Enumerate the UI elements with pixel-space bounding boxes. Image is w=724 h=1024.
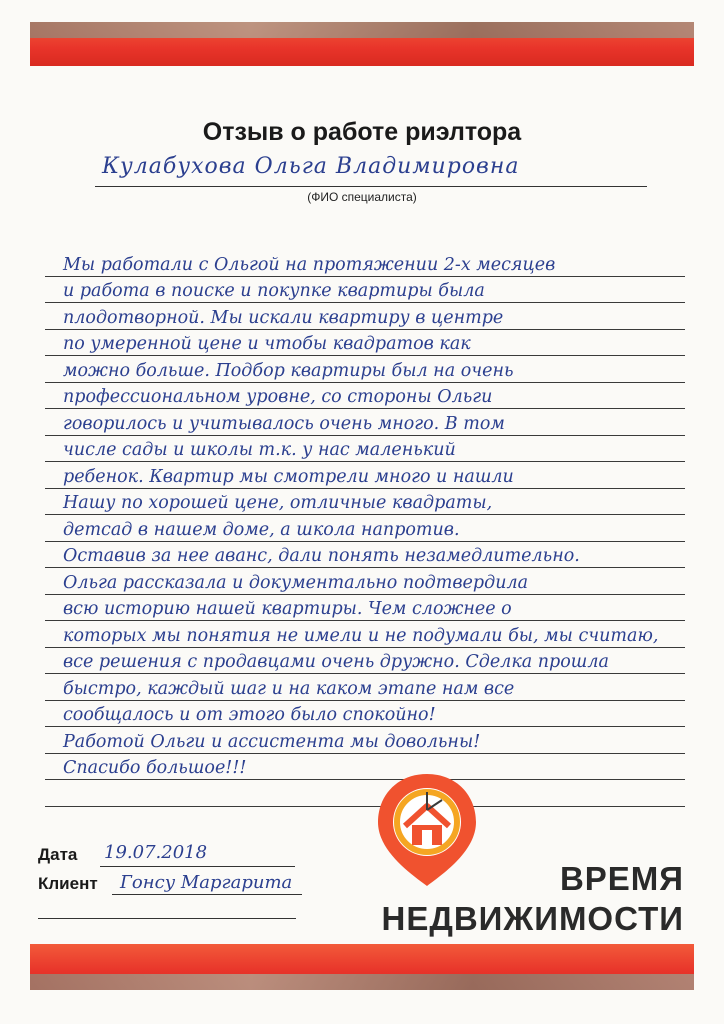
client-extra-line (38, 918, 296, 919)
client-label: Клиент (38, 874, 98, 893)
review-line: Работой Ольги и ассистента мы довольны! (45, 727, 685, 754)
client-value: Гонсу Маргарита (120, 872, 293, 893)
review-line: всю историю нашей квартиры. Чем сложнее о (45, 595, 685, 622)
top-decorative-band (30, 22, 694, 66)
page-title: Отзыв о работе риэлтора (202, 118, 522, 146)
client-line (112, 894, 302, 895)
review-line: которых мы понятия не имели и не подумали бы, мы считаю, (45, 621, 685, 648)
review-line: детсад в нашем доме, а школа напротив. (45, 515, 685, 542)
date-value: 19.07.2018 (104, 842, 208, 863)
bottom-decorative-band (30, 944, 694, 990)
review-line: все решения с продавцами очень дружно. Сделка прошла (45, 648, 685, 675)
review-line: Ольга рассказала и документально подтвердила (45, 568, 685, 595)
review-line: сообщалось и от этого было спокойно! (45, 701, 685, 728)
review-line: плодотворной. Мы искали квартиру в центре (45, 303, 685, 330)
logo-title-line2: НЕДВИЖИМОСТИ (381, 900, 684, 937)
review-line (45, 780, 685, 807)
review-line: Мы работали с Ольгой на протяжении 2-х месяцев (45, 250, 685, 277)
specialist-name-line (95, 186, 647, 187)
review-line: по умеренной цене и чтобы квадратов как (45, 330, 685, 357)
review-line: Спасибо большое!!! (45, 754, 685, 781)
review-line: говорилось и учитывалось очень много. В том (45, 409, 685, 436)
review-line: профессиональном уровне, со стороны Ольги (45, 383, 685, 410)
review-line: быстро, каждый шаг и на каком этапе нам все (45, 674, 685, 701)
review-line: и работа в поиске и покупке квартиры была (45, 277, 685, 304)
review-line: можно больше. Подбор квартиры был на очень (45, 356, 685, 383)
review-line: Нашу по хорошей цене, отличные квадраты, (45, 489, 685, 516)
date-line (100, 866, 295, 867)
review-line: ребенок. Квартир мы смотрели много и нашли (45, 462, 685, 489)
specialist-caption: (ФИО специалиста) (307, 190, 417, 204)
review-text-block (45, 250, 685, 807)
date-label: Дата (38, 845, 78, 864)
house-pin-logo-icon (372, 770, 482, 890)
logo-title-line1: ВРЕМЯ (559, 860, 684, 897)
specialist-name: Кулабухова Ольга Владимировна (102, 154, 520, 179)
review-line: Оставив за нее аванс, дали понять незамедлительно. (45, 542, 685, 569)
review-line: числе сады и школы т.к. у нас маленький (45, 436, 685, 463)
